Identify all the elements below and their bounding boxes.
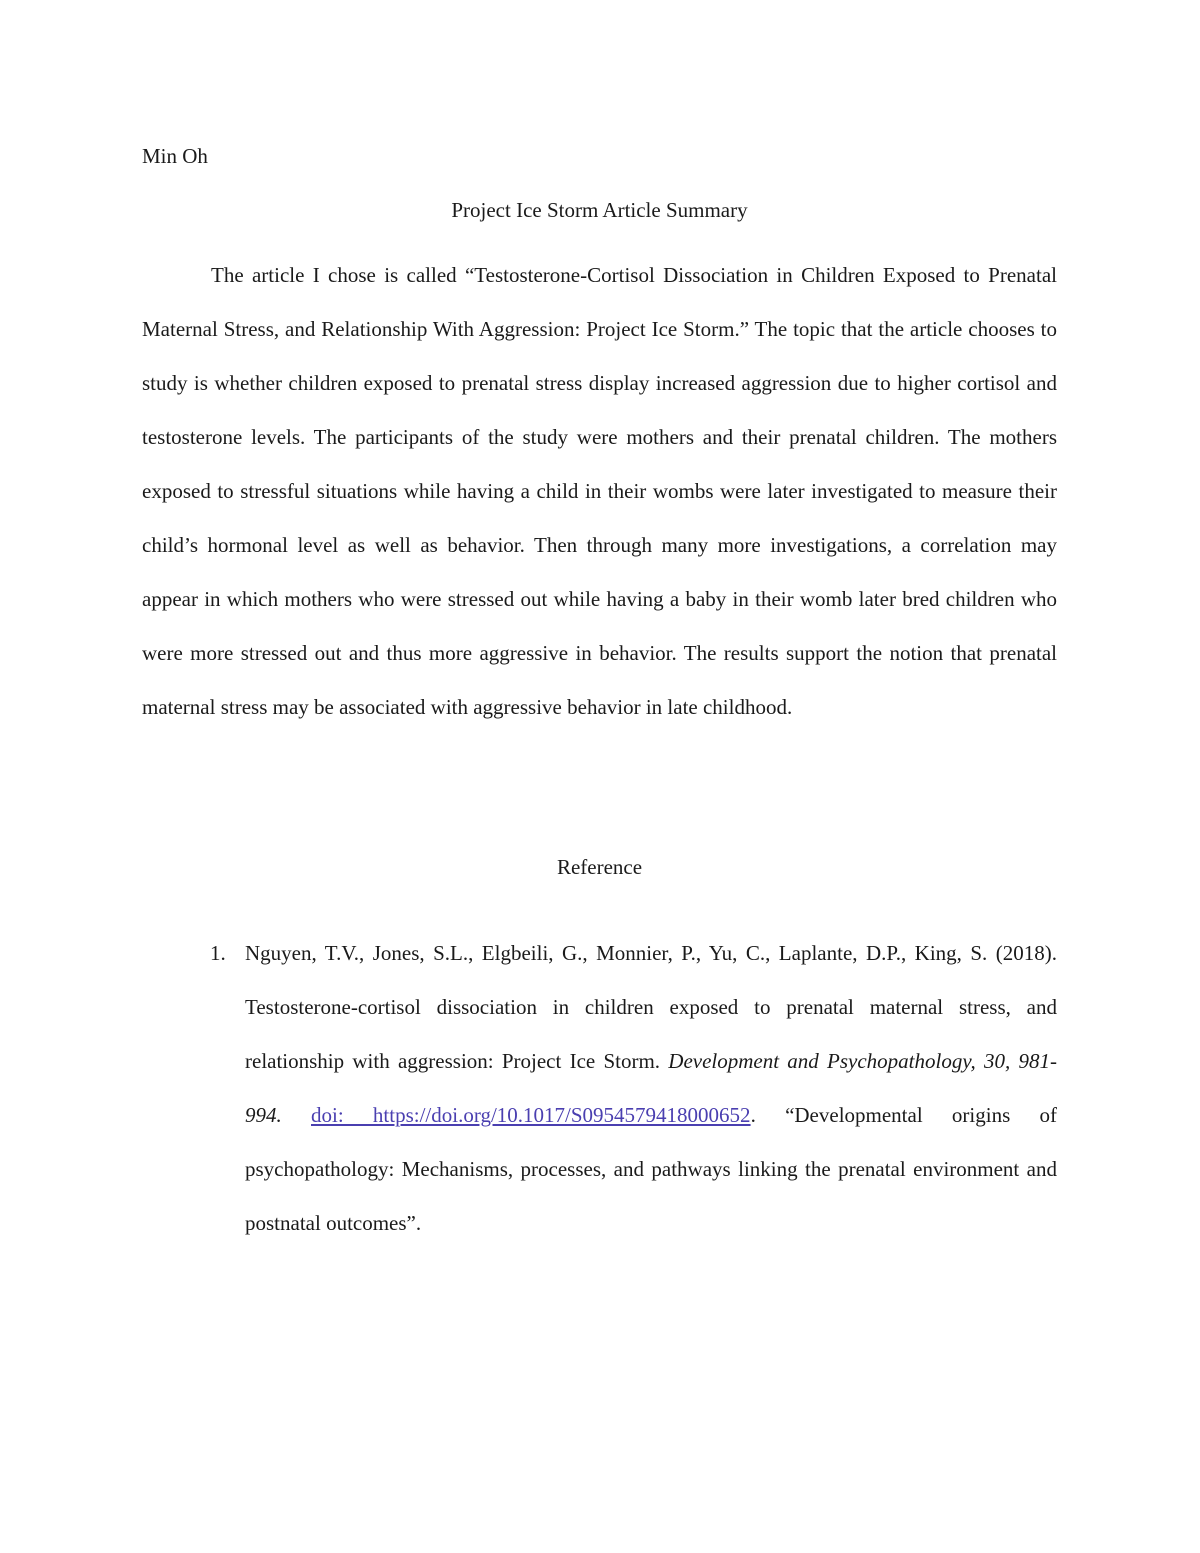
reference-number: 1. [210,941,226,965]
reference-spacer [282,1103,311,1127]
doi-link[interactable]: doi: https://doi.org/10.1017/S0954579418000652 [311,1103,751,1127]
summary-paragraph: The article I chose is called “Testosterone-Cortisol Dissociation in Children Exposed to Prenatal Maternal Stress, and Relationship With Aggression: Project Ice Storm.” The topic that the article chooses to study is whether children exposed to prenatal stress display increased aggression due to higher cortisol and testosterone levels. The participants of the study were mothers and their prenatal children. The mothers exposed to stressful situations while having a child in their wombs were later investigated to measure their child’s hormonal level as well as behavior. Then through many more investigations, a correlation may appear in which mothers who were stressed out while having a baby in their womb later bred children who were more stressed out and thus more aggressive in behavior. The results support the notion that prenatal maternal stress may be associated with aggressive behavior in late childhood. [142,263,1057,719]
reference-journal: Development and Psychopathology, 30, 981-994. [245,1049,1057,1127]
reference-item [142,926,1057,1250]
document-title: Project Ice Storm Article Summary [451,198,748,222]
reference-continuation: . “Developmental origins of psychopathology: Mechanisms, processes, and pathways linking the prenatal environment and postnatal outcomes”. [245,1103,1057,1235]
reference-citation: Nguyen, T.V., Jones, S.L., Elgbeili, G., Monnier, P., Yu, C., Laplante, D.P., King, S. (2018). Testosterone-cortisol dissociation in children exposed to prenatal maternal stress, and relationship with aggression: Project Ice Storm. [245,941,1057,1073]
author-name: Min Oh [142,144,208,168]
reference-heading: Reference [556,855,643,879]
reference-list [142,926,1057,1250]
